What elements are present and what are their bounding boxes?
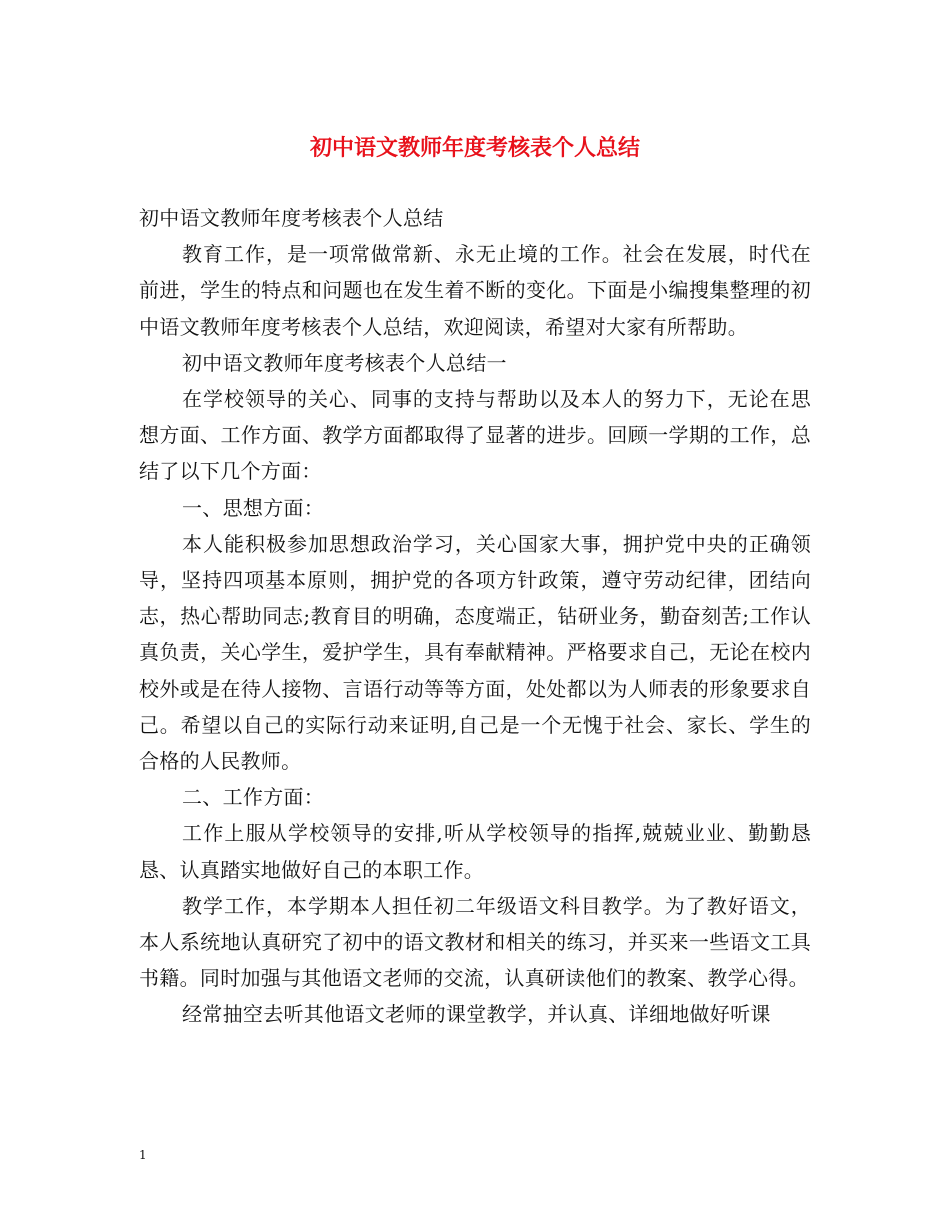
section-heading: 初中语文教师年度考核表个人总结一	[182, 350, 507, 375]
subtitle-paragraph: 初中语文教师年度考核表个人总结	[139, 206, 444, 230]
body-paragraph: 本人能积极参加思想政治学习，关心国家大事，拥护党中央的正确领导，坚持四项基本原则，拥护党的各项方针政策，遵守劳动纪律，团结向志，热心帮助同志;教育目的明确，态度端正，钻研业务，勤奋刻苦;工作认真负责，关心学生，爱护学生，具有奉献精神。严格要求自己，无论在校内校外或是在待人接物、言语行动等等方面，处处都以为人师表的形象要求自己。希望以自己的实际行动来证明,自己是一个无愧于社会、家长、学生的合格的人民教师。	[139, 531, 811, 774]
body-paragraph: 经常抽空去听其他语文老师的课堂教学，并认真、详细地做好听课	[182, 1002, 771, 1027]
section-heading: 二、工作方面：	[182, 785, 325, 810]
body-paragraph: 在学校领导的关心、同事的支持与帮助以及本人的努力下，无论在思想方面、工作方面、教学方面都取得了显著的进步。回顾一学期的工作，总结了以下几个方面：	[139, 387, 811, 484]
document-body	[139, 200, 811, 1033]
document-title: 初中语文教师年度考核表个人总结	[309, 135, 640, 161]
body-paragraph: 教学工作，本学期本人担任初二年级语文科目教学。为了教好语文，本人系统地认真研究了初中的语文教材和相关的练习，并买来一些语文工具书籍。同时加强与其他语文老师的交流，认真研读他们的教案、教学心得。	[139, 893, 811, 991]
section-heading: 一、思想方面：	[182, 495, 325, 520]
body-paragraph: 工作上服从学校领导的安排,听从学校领导的指挥,兢兢业业、勤勤恳恳、认真踏实地做好自己的本职工作。	[139, 821, 811, 882]
intro-paragraph: 教育工作，是一项常做常新、永无止境的工作。社会在发展，时代在前进，学生的特点和问题也在发生着不断的变化。下面是小编搜集整理的初中语文教师年度考核表个人总结，欢迎阅读，希望对大家有所帮助。	[139, 242, 811, 339]
page-number: 1	[139, 1148, 147, 1162]
